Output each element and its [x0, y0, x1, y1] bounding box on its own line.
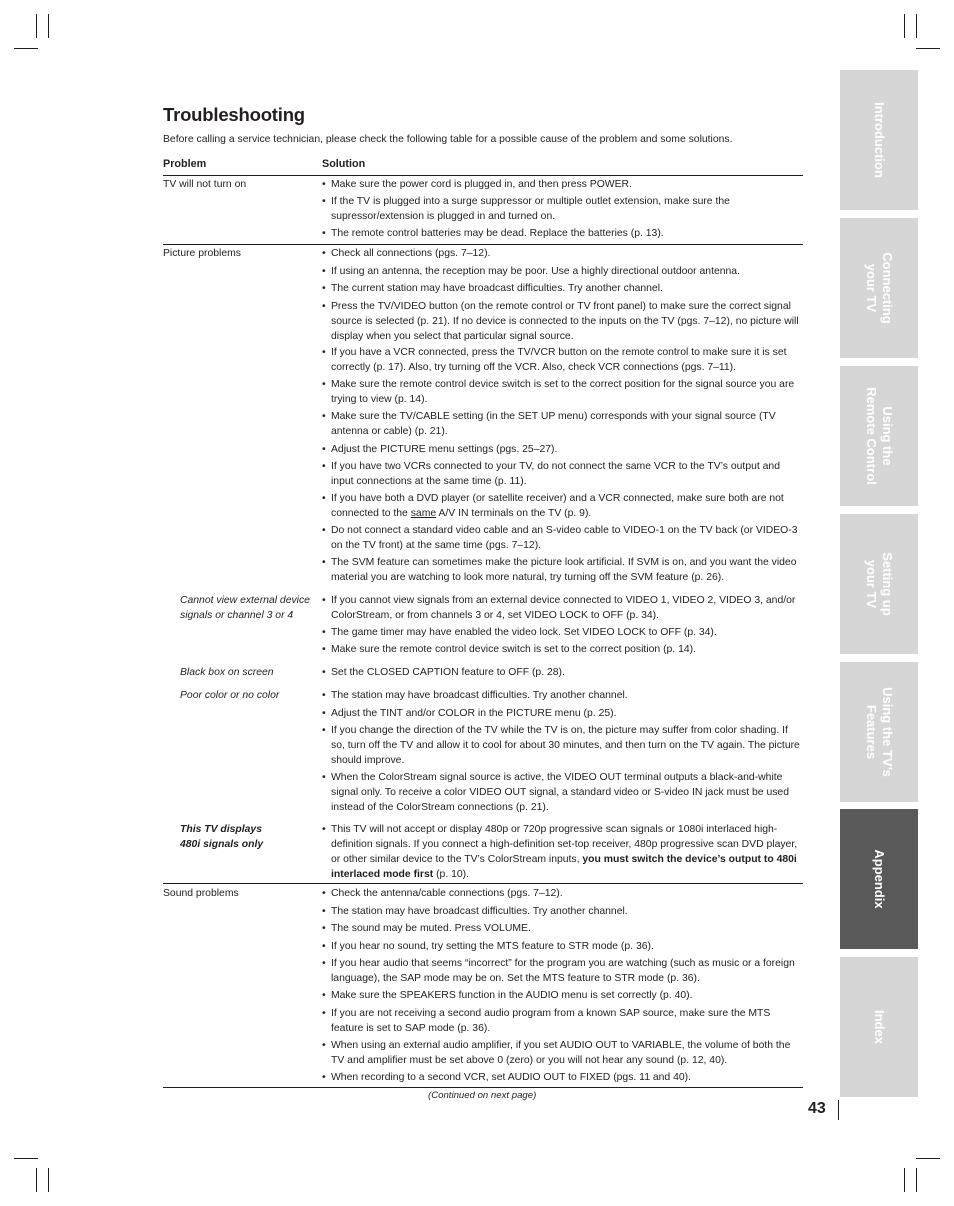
solution-item: • The remote control batteries may be dead. Replace the batteries (p. 13).	[322, 228, 664, 239]
problem-label: Black box on screen	[180, 667, 274, 678]
page-number: 43	[808, 1100, 826, 1117]
solution-item: • Make sure the power cord is plugged in, and then press POWER.	[322, 179, 632, 190]
solution-item: • If you have both a DVD player (or satellite receiver) and a VCR connected, make sure both are not connected to the same A/V IN terminals on the TV (p. 9).	[322, 493, 784, 519]
crop-mark	[48, 1168, 49, 1192]
crop-mark	[36, 14, 37, 38]
solution-item: • Adjust the TINT and/or COLOR in the PICTURE menu (p. 25).	[322, 708, 617, 719]
solution-item: • Check the antenna/cable connections (pgs. 7–12).	[322, 888, 563, 899]
solution-item: • The SVM feature can sometimes make the picture look artificial. If SVM is on, and you want the video material you are watching to look more natural, try turning off the SVM feature (p. 26).	[322, 557, 797, 583]
solution-item: • When using an external audio amplifier, if you set AUDIO OUT to VARIABLE, the volume of both the TV and amplifier must be set above 0 (zero) or you will not hear any sound (p. 12, 40).	[322, 1040, 791, 1066]
problem-label: Poor color or no color	[180, 690, 280, 701]
crop-mark	[48, 14, 49, 38]
page-number-divider	[838, 1100, 839, 1120]
solution-item: • If using an antenna, the reception may be poor. Use a highly directional outdoor antenna.	[322, 266, 740, 277]
crop-mark	[904, 14, 905, 38]
crop-mark	[14, 1158, 38, 1159]
solution-item: • If you change the direction of the TV while the TV is on, the picture may suffer from color shading. If so, turn off the TV and allow it to cool for about 30 minutes, and then turn on the TV again. The picture should improve.	[322, 725, 800, 766]
solution-item: • Do not connect a standard video cable and an S-video cable to VIDEO-1 on the TV back (or VIDEO-3 on the TV front) at the same time (pgs. 7–12).	[322, 525, 798, 551]
solution-item: • Adjust the PICTURE menu settings (pgs. 25–27).	[322, 444, 558, 455]
solution-item: • Set the CLOSED CAPTION feature to OFF (p. 28).	[322, 667, 565, 678]
solution-item: • Make sure the remote control device switch is set to the correct position for the signal source you are trying to view (p. 14).	[322, 379, 795, 405]
solution-item: • The station may have broadcast difficulties. Try another channel.	[322, 690, 628, 701]
solution-item: • If the TV is plugged into a surge suppressor or multiple outlet extension, make sure the supressor/extension is plugged in and turned on.	[322, 196, 730, 222]
crop-mark	[916, 48, 940, 49]
solution-item: • If you hear audio that seems “incorrect” for the program you are watching (such as music or a foreign language), the SAP mode may be on. Set the MTS feature to STR mode (p. 36).	[322, 958, 795, 984]
solution-item: • The game timer may have enabled the video lock. Set VIDEO LOCK to OFF (p. 34).	[322, 627, 717, 638]
tab-connecting-your-tv[interactable]: Connecting your TV	[840, 218, 918, 358]
problem-label: This TV displays 480i signals only	[180, 824, 264, 850]
solution-item: • When recording to a second VCR, set AUDIO OUT to FIXED (pgs. 11 and 40).	[322, 1072, 691, 1083]
crop-mark	[904, 1168, 905, 1192]
crop-mark	[916, 1158, 940, 1159]
solution-item: • The station may have broadcast difficulties. Try another channel.	[322, 906, 628, 917]
solution-item: • When the ColorStream signal source is active, the VIDEO OUT terminal outputs a black-and-white signal only. To receive a color VIDEO OUT signal, a standard video or S-video IN jack must be used instead of the ColorStream connections (p. 21).	[322, 772, 789, 813]
column-header-problem: Problem	[163, 158, 207, 170]
tab-appendix[interactable]: Appendix	[840, 809, 918, 949]
solution-item: • If you are not receiving a second audio program from a known SAP source, make sure the MTS feature is set to SAP mode (p. 36).	[322, 1008, 771, 1034]
problem-label: Picture problems	[163, 248, 241, 259]
problem-label: Cannot view external device signals or channel 3 or 4	[180, 595, 310, 621]
solution-item: • Make sure the remote control device switch is set to the correct position (p. 14).	[322, 644, 696, 655]
solution-item: • The sound may be muted. Press VOLUME.	[322, 923, 531, 934]
row-rule	[163, 244, 803, 245]
solution-item: • The current station may have broadcast difficulties. Try another channel.	[322, 283, 663, 294]
solution-item: • Check all connections (pgs. 7–12).	[322, 248, 491, 259]
tab-index[interactable]: Index	[840, 957, 918, 1097]
column-header-solution: Solution	[322, 158, 366, 170]
crop-mark	[14, 48, 38, 49]
crop-mark	[916, 14, 917, 38]
solution-item: • If you have two VCRs connected to your TV, do not connect the same VCR to the TV’s output and input connections at the same time (p. 11).	[322, 461, 780, 487]
header-rule	[163, 175, 803, 176]
crop-mark	[916, 1168, 917, 1192]
table-bottom-rule	[163, 1087, 803, 1088]
tab-using-tv-features[interactable]: Using the TV’s Features	[840, 662, 918, 802]
tab-using-remote-control[interactable]: Using the Remote Control	[840, 366, 918, 506]
tab-introduction[interactable]: Introduction	[840, 70, 918, 210]
solution-item: • Make sure the SPEAKERS function in the AUDIO menu is set correctly (p. 40).	[322, 990, 693, 1001]
page-title: Troubleshooting	[163, 104, 305, 125]
solution-item: • If you cannot view signals from an external device connected to VIDEO 1, VIDEO 2, VIDEO 3, and/or ColorStream, or from channels 3 or 4, set VIDEO LOCK to OFF (p. 34).	[322, 595, 796, 621]
problem-label: Sound problems	[163, 888, 239, 899]
tab-setting-up-your-tv[interactable]: Setting up your TV	[840, 514, 918, 654]
row-rule	[163, 883, 803, 884]
problem-label: TV will not turn on	[163, 179, 247, 190]
solution-item: • Make sure the TV/CABLE setting (in the SET UP menu) corresponds with your signal source (TV antenna or cable) (p. 21).	[322, 411, 776, 437]
solution-item: • If you hear no sound, try setting the MTS feature to STR mode (p. 36).	[322, 941, 654, 952]
intro-text: Before calling a service technician, please check the following table for a possible cause of the problem and some solutions.	[163, 134, 733, 145]
continued-note: (Continued on next page)	[428, 1090, 537, 1101]
solution-item: • If you have a VCR connected, press the TV/VCR button on the remote control to make sure it is set correctly (p. 17). Also, try turning off the VCR. Also, check VCR connections (pgs. 7–11).	[322, 347, 787, 373]
crop-mark	[36, 1168, 37, 1192]
solution-item: • Press the TV/VIDEO button (on the remote control or TV front panel) to make sure the correct signal source is selected (p. 21). If no device is connected to the inputs on the TV (pgs. 7–12), no picture will display when you select that particular signal source.	[322, 301, 799, 342]
solution-item: • This TV will not accept or display 480p or 720p progressive scan signals or 1080i interlaced high-definition signals. If you connect a high-definition set-top receiver, 480p progressive scan DVD player, or other similar device to the TV’s ColorStream inputs, you must switch the device’s output to 480i interlaced mode first (p. 10).	[322, 824, 798, 880]
